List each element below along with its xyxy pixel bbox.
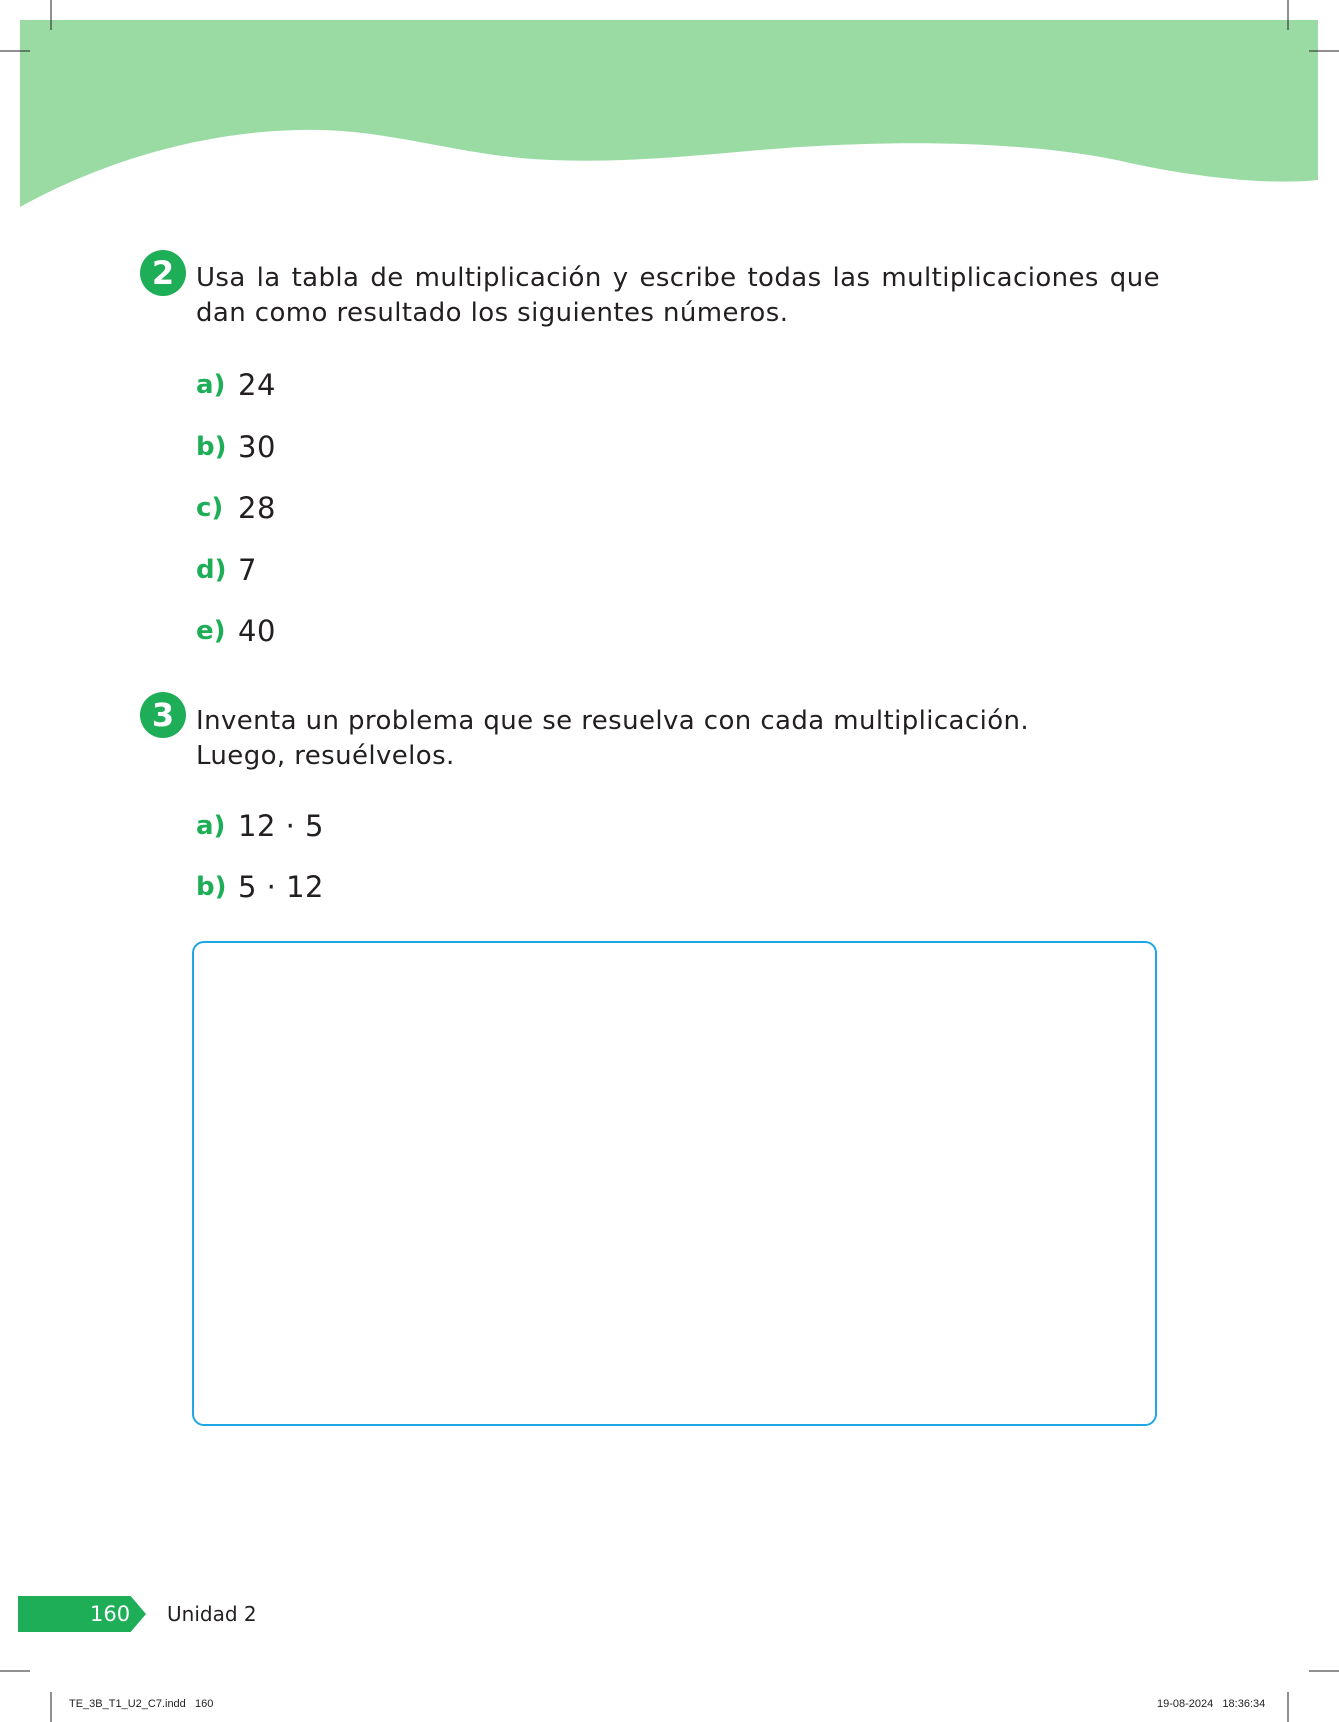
item-letter: d) (196, 555, 227, 585)
list-item (196, 365, 276, 405)
slug-timestamp: 19-08-2024 18:36:34 (1157, 1698, 1266, 1710)
list-item (196, 488, 276, 528)
question-number-badge (140, 250, 186, 296)
item-value: 7 (238, 553, 257, 587)
answer-box[interactable] (192, 941, 1157, 1426)
list-item (196, 806, 324, 846)
header-wave-banner (0, 0, 1339, 230)
item-letter: a) (196, 370, 226, 400)
list-item (196, 550, 257, 590)
list-item (196, 867, 324, 907)
list-item (196, 427, 276, 467)
item-value: 30 (238, 430, 276, 464)
item-letter: b) (196, 432, 227, 462)
question-number-badge (140, 692, 186, 738)
item-letter: a) (196, 811, 226, 841)
list-item (196, 611, 276, 651)
item-value: 12 · 5 (238, 809, 325, 843)
question-number: 3 (151, 696, 175, 734)
question-3-text (196, 704, 1160, 774)
item-letter: c) (196, 493, 224, 523)
page-number: 160 (90, 1602, 131, 1626)
header-wave-shape (20, 20, 1318, 207)
item-value: 24 (238, 368, 276, 402)
item-letter: e) (196, 616, 226, 646)
unit-label: Unidad 2 (167, 1602, 257, 1626)
item-value: 28 (238, 491, 276, 525)
question-3-line-1: Inventa un problema que se resuelva con cada multiplicación. (196, 706, 1030, 736)
item-value: 40 (238, 614, 276, 648)
item-letter: b) (196, 872, 227, 902)
slug-filename: TE_3B_T1_U2_C7.indd 160 (69, 1698, 214, 1710)
question-3-line-2: Luego, resuélvelos. (196, 741, 455, 771)
question-number: 2 (151, 254, 175, 292)
question-2-text: Usa la tabla de multiplicación y escribe todas las multiplicaciones que dan como resultado los siguientes números. (196, 263, 1160, 328)
item-value: 5 · 12 (238, 870, 325, 904)
